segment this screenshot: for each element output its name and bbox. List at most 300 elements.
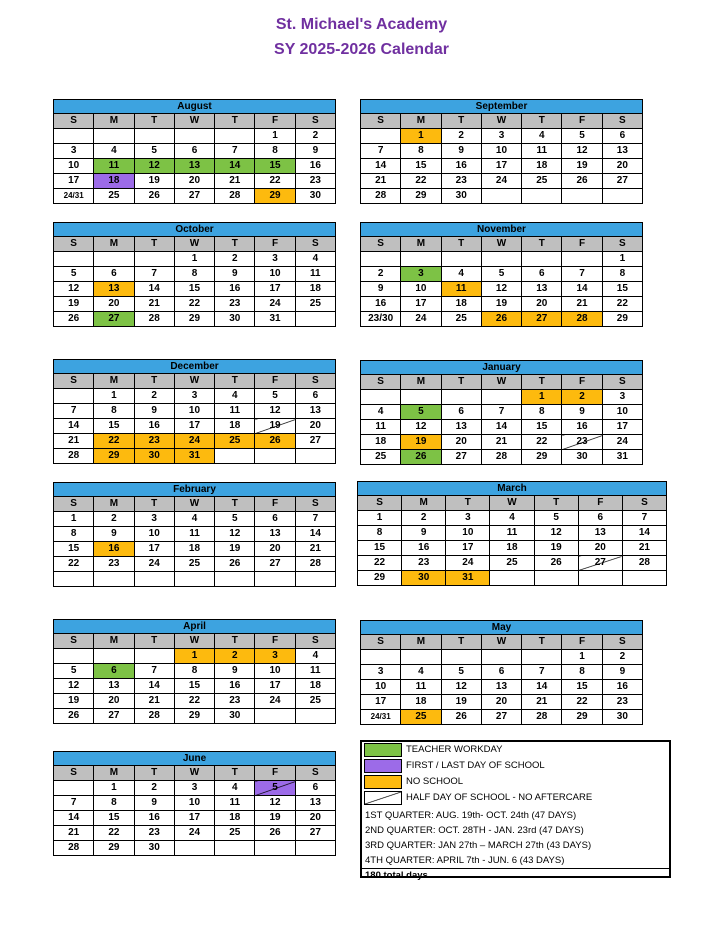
weekday-header: F xyxy=(255,114,295,129)
day-cell: 27 xyxy=(174,189,214,204)
day-cell xyxy=(255,449,295,464)
weekday-header: T xyxy=(534,496,578,511)
day-cell: 3 xyxy=(174,389,214,404)
day-cell xyxy=(54,781,94,796)
total-days: 180 total days xyxy=(362,868,669,882)
day-cell: 6 xyxy=(94,267,134,282)
day-cell: 28 xyxy=(295,557,335,572)
day-cell: 24 xyxy=(255,297,295,312)
weekday-header: S xyxy=(622,496,666,511)
day-cell: 11 xyxy=(295,664,335,679)
month-calendar-april xyxy=(53,619,336,724)
day-cell: 20 xyxy=(94,297,134,312)
weekday-header: M xyxy=(94,114,134,129)
weekday-header: W xyxy=(174,237,214,252)
day-cell: 4 xyxy=(295,252,335,267)
week-row xyxy=(54,129,336,144)
day-cell: 26 xyxy=(134,189,174,204)
day-cell xyxy=(441,390,481,405)
weekday-header: T xyxy=(522,375,562,390)
day-cell: 8 xyxy=(54,527,94,542)
day-cell xyxy=(255,572,295,587)
day-cell: 19 xyxy=(134,174,174,189)
day-cell: 12 xyxy=(255,796,295,811)
weekday-header: T xyxy=(441,635,481,650)
weekday-header: M xyxy=(401,635,441,650)
day-cell: 6 xyxy=(174,144,214,159)
day-cell: 19 xyxy=(441,695,481,710)
week-row xyxy=(54,796,336,811)
day-cell: 6 xyxy=(522,267,562,282)
day-cell: 13 xyxy=(441,420,481,435)
day-cell xyxy=(295,449,335,464)
day-cell: 9 xyxy=(402,526,446,541)
day-cell: 24 xyxy=(481,174,521,189)
day-cell: 31 xyxy=(446,571,490,586)
day-cell: 26 xyxy=(401,450,441,465)
day-cell: 14 xyxy=(622,526,666,541)
day-cell: 3 xyxy=(401,267,441,282)
day-cell: 22 xyxy=(562,695,602,710)
day-cell: 1 xyxy=(54,512,94,527)
day-cell: 11 xyxy=(215,796,255,811)
day-cell: 30 xyxy=(134,841,174,856)
legend-half-day xyxy=(362,790,669,808)
day-cell: 28 xyxy=(134,312,174,327)
day-cell xyxy=(174,129,214,144)
day-cell: 3 xyxy=(134,512,174,527)
week-row xyxy=(54,159,336,174)
month-calendar-june xyxy=(53,751,336,856)
day-cell: 3 xyxy=(602,390,642,405)
day-cell: 2 xyxy=(134,781,174,796)
day-cell: 7 xyxy=(481,405,521,420)
day-cell: 7 xyxy=(134,664,174,679)
day-cell xyxy=(441,252,481,267)
day-cell: 21 xyxy=(481,435,521,450)
day-cell: 24 xyxy=(174,434,214,449)
month-name: September xyxy=(361,100,643,114)
month-name: December xyxy=(54,360,336,374)
day-cell: 26 xyxy=(441,710,481,725)
day-cell: 5 xyxy=(255,389,295,404)
day-cell: 22 xyxy=(54,557,94,572)
week-row xyxy=(361,159,643,174)
day-cell: 14 xyxy=(361,159,401,174)
day-cell: 17 xyxy=(174,419,214,434)
month-calendar-march xyxy=(357,481,667,586)
day-cell: 5 xyxy=(562,129,602,144)
weekday-header: W xyxy=(481,114,521,129)
weekday-header: S xyxy=(602,635,642,650)
day-cell: 19 xyxy=(54,694,94,709)
week-row xyxy=(54,512,336,527)
day-cell: 26 xyxy=(562,174,602,189)
weekday-header: S xyxy=(54,497,94,512)
day-cell: 26 xyxy=(255,826,295,841)
day-cell: 24 xyxy=(401,312,441,327)
week-row xyxy=(54,267,336,282)
day-cell: 8 xyxy=(602,267,642,282)
day-cell: 25 xyxy=(441,312,481,327)
weekday-header: F xyxy=(562,375,602,390)
week-row xyxy=(361,405,643,420)
day-cell: 19 xyxy=(401,435,441,450)
day-cell: 11 xyxy=(490,526,534,541)
day-cell: 8 xyxy=(562,665,602,680)
legend-teacher-workday xyxy=(362,742,669,758)
day-cell: 3 xyxy=(255,649,295,664)
day-cell: 18 xyxy=(215,419,255,434)
day-cell xyxy=(295,841,335,856)
day-cell: 10 xyxy=(174,796,214,811)
day-cell: 22 xyxy=(174,694,214,709)
day-cell: 2 xyxy=(602,650,642,665)
weekday-header: S xyxy=(295,634,335,649)
weekday-header: F xyxy=(255,766,295,781)
day-cell: 30 xyxy=(602,710,642,725)
month-name: October xyxy=(54,223,336,237)
day-cell: 22 xyxy=(602,297,642,312)
day-cell: 7 xyxy=(562,267,602,282)
weekday-header: T xyxy=(134,766,174,781)
day-cell: 9 xyxy=(441,144,481,159)
day-cell: 23 xyxy=(94,557,134,572)
day-cell: 27 xyxy=(522,312,562,327)
day-cell: 19 xyxy=(215,542,255,557)
day-cell: 4 xyxy=(361,405,401,420)
day-cell: 18 xyxy=(174,542,214,557)
day-cell: 12 xyxy=(441,680,481,695)
day-cell: 31 xyxy=(255,312,295,327)
weekday-header: M xyxy=(94,374,134,389)
week-row xyxy=(54,826,336,841)
day-cell xyxy=(54,129,94,144)
weekday-header: S xyxy=(54,766,94,781)
day-cell: 29 xyxy=(255,189,295,204)
day-cell xyxy=(174,841,214,856)
legend xyxy=(360,740,671,881)
day-cell: 25 xyxy=(295,694,335,709)
week-row xyxy=(54,389,336,404)
day-cell: 28 xyxy=(54,841,94,856)
day-cell: 14 xyxy=(522,680,562,695)
day-cell xyxy=(481,650,521,665)
day-cell: 20 xyxy=(295,419,335,434)
weekday-header: S xyxy=(602,114,642,129)
weekday-header: T xyxy=(215,766,255,781)
day-cell: 5 xyxy=(401,405,441,420)
weekday-header: S xyxy=(361,114,401,129)
day-cell: 30 xyxy=(215,709,255,724)
day-cell: 1 xyxy=(562,650,602,665)
legend-label: NO SCHOOL xyxy=(406,776,464,787)
day-cell: 10 xyxy=(602,405,642,420)
day-cell: 9 xyxy=(134,796,174,811)
day-cell: 23 xyxy=(562,435,602,450)
day-cell: 15 xyxy=(358,541,402,556)
day-cell: 18 xyxy=(441,297,481,312)
day-cell: 6 xyxy=(94,664,134,679)
week-row xyxy=(54,649,336,664)
day-cell: 14 xyxy=(481,420,521,435)
day-cell: 17 xyxy=(401,297,441,312)
month-calendar-may xyxy=(360,620,643,725)
month-name: June xyxy=(54,752,336,766)
day-cell: 28 xyxy=(522,710,562,725)
weekday-header: T xyxy=(215,497,255,512)
school-name: St. Michael's Academy xyxy=(275,16,448,33)
day-cell: 2 xyxy=(441,129,481,144)
legend-no-school xyxy=(362,774,669,790)
day-cell: 15 xyxy=(94,419,134,434)
day-cell: 27 xyxy=(602,174,642,189)
day-cell xyxy=(562,252,602,267)
day-cell: 11 xyxy=(215,404,255,419)
day-cell: 2 xyxy=(562,390,602,405)
day-cell: 17 xyxy=(255,679,295,694)
day-cell: 24 xyxy=(446,556,490,571)
day-cell: 14 xyxy=(134,679,174,694)
day-cell: 10 xyxy=(174,404,214,419)
week-row xyxy=(54,694,336,709)
day-cell: 12 xyxy=(481,282,521,297)
day-cell: 11 xyxy=(361,420,401,435)
day-cell: 16 xyxy=(215,282,255,297)
day-cell: 22 xyxy=(358,556,402,571)
day-cell: 28 xyxy=(622,556,666,571)
weekday-header: T xyxy=(215,237,255,252)
day-cell: 9 xyxy=(361,282,401,297)
week-row xyxy=(358,541,667,556)
quarter-1: 1ST QUARTER: AUG. 19th- OCT. 24th (47 DAYS) xyxy=(365,810,577,821)
day-cell: 25 xyxy=(295,297,335,312)
day-cell xyxy=(54,389,94,404)
day-cell xyxy=(54,572,94,587)
day-cell: 10 xyxy=(255,664,295,679)
day-cell: 8 xyxy=(174,267,214,282)
month-calendar-december xyxy=(53,359,336,464)
day-cell: 29 xyxy=(94,449,134,464)
day-cell: 15 xyxy=(401,159,441,174)
day-cell: 14 xyxy=(562,282,602,297)
day-cell xyxy=(215,449,255,464)
week-row xyxy=(361,189,643,204)
day-cell xyxy=(361,390,401,405)
week-row xyxy=(361,129,643,144)
day-cell xyxy=(94,649,134,664)
day-cell: 14 xyxy=(134,282,174,297)
week-row xyxy=(361,252,643,267)
day-cell: 29 xyxy=(174,312,214,327)
day-cell: 28 xyxy=(134,709,174,724)
week-row xyxy=(54,312,336,327)
week-row xyxy=(361,450,643,465)
day-cell xyxy=(134,252,174,267)
week-row xyxy=(361,650,643,665)
day-cell: 3 xyxy=(255,252,295,267)
day-cell: 29 xyxy=(358,571,402,586)
day-cell: 29 xyxy=(94,841,134,856)
day-cell xyxy=(481,390,521,405)
day-cell: 13 xyxy=(481,680,521,695)
day-cell: 11 xyxy=(522,144,562,159)
day-cell xyxy=(534,571,578,586)
day-cell: 12 xyxy=(562,144,602,159)
day-cell: 17 xyxy=(174,811,214,826)
day-cell: 24/31 xyxy=(361,710,401,725)
day-cell: 29 xyxy=(174,709,214,724)
day-cell: 13 xyxy=(94,679,134,694)
day-cell: 10 xyxy=(134,527,174,542)
day-cell: 17 xyxy=(446,541,490,556)
day-cell: 8 xyxy=(522,405,562,420)
day-cell: 8 xyxy=(94,796,134,811)
day-cell: 23 xyxy=(441,174,481,189)
day-cell: 26 xyxy=(255,434,295,449)
day-cell: 3 xyxy=(54,144,94,159)
day-cell: 11 xyxy=(94,159,134,174)
day-cell: 14 xyxy=(215,159,255,174)
weekday-header: T xyxy=(134,237,174,252)
diagonal-line-swatch xyxy=(364,791,402,805)
weekday-header: T xyxy=(446,496,490,511)
day-cell: 12 xyxy=(401,420,441,435)
day-cell: 25 xyxy=(401,710,441,725)
weekday-header: F xyxy=(578,496,622,511)
week-row xyxy=(361,665,643,680)
day-cell: 27 xyxy=(481,710,521,725)
day-cell: 16 xyxy=(361,297,401,312)
day-cell: 2 xyxy=(295,129,335,144)
day-cell: 5 xyxy=(481,267,521,282)
day-cell xyxy=(522,189,562,204)
day-cell: 18 xyxy=(361,435,401,450)
day-cell xyxy=(295,312,335,327)
day-cell: 18 xyxy=(215,811,255,826)
day-cell: 15 xyxy=(94,811,134,826)
weekday-header: T xyxy=(215,374,255,389)
week-row xyxy=(54,841,336,856)
week-row xyxy=(54,189,336,204)
day-cell: 7 xyxy=(134,267,174,282)
day-cell: 25 xyxy=(490,556,534,571)
day-cell: 9 xyxy=(134,404,174,419)
day-cell: 3 xyxy=(481,129,521,144)
legend-label: HALF DAY OF SCHOOL - NO AFTERCARE xyxy=(406,792,593,803)
day-cell: 10 xyxy=(446,526,490,541)
legend-label: TEACHER WORKDAY xyxy=(406,744,503,755)
weekday-header: S xyxy=(602,375,642,390)
day-cell: 25 xyxy=(361,450,401,465)
weekday-header: W xyxy=(174,497,214,512)
day-cell: 8 xyxy=(255,144,295,159)
day-cell: 19 xyxy=(481,297,521,312)
week-row xyxy=(54,572,336,587)
day-cell: 7 xyxy=(522,665,562,680)
weekday-header: T xyxy=(134,374,174,389)
weekday-header: T xyxy=(441,375,481,390)
week-row xyxy=(54,419,336,434)
day-cell: 4 xyxy=(215,781,255,796)
day-cell: 24/31 xyxy=(54,189,94,204)
day-cell: 5 xyxy=(54,267,94,282)
day-cell: 16 xyxy=(562,420,602,435)
day-cell: 20 xyxy=(94,694,134,709)
day-cell: 28 xyxy=(481,450,521,465)
weekday-header: W xyxy=(481,375,521,390)
day-cell: 11 xyxy=(174,527,214,542)
week-row xyxy=(361,312,643,327)
day-cell: 16 xyxy=(402,541,446,556)
day-cell: 27 xyxy=(295,434,335,449)
day-cell xyxy=(361,650,401,665)
week-row xyxy=(54,297,336,312)
day-cell: 24 xyxy=(255,694,295,709)
day-cell: 5 xyxy=(255,781,295,796)
day-cell: 10 xyxy=(401,282,441,297)
day-cell xyxy=(490,571,534,586)
day-cell xyxy=(174,572,214,587)
month-calendar-october xyxy=(53,222,336,327)
day-cell: 6 xyxy=(295,781,335,796)
weekday-header: F xyxy=(255,374,295,389)
week-row xyxy=(361,282,643,297)
day-cell: 15 xyxy=(255,159,295,174)
day-cell xyxy=(441,650,481,665)
day-cell: 21 xyxy=(54,826,94,841)
week-row xyxy=(54,811,336,826)
day-cell: 25 xyxy=(174,557,214,572)
day-cell: 21 xyxy=(134,694,174,709)
day-cell: 30 xyxy=(134,449,174,464)
day-cell: 12 xyxy=(255,404,295,419)
day-cell: 20 xyxy=(578,541,622,556)
day-cell: 28 xyxy=(361,189,401,204)
weekday-header: S xyxy=(54,114,94,129)
day-cell: 21 xyxy=(54,434,94,449)
weekday-header: W xyxy=(174,374,214,389)
weekday-header: T xyxy=(134,114,174,129)
day-cell: 29 xyxy=(562,710,602,725)
weekday-header: S xyxy=(295,497,335,512)
day-cell: 30 xyxy=(441,189,481,204)
day-cell: 15 xyxy=(602,282,642,297)
day-cell: 2 xyxy=(94,512,134,527)
weekday-header: F xyxy=(255,237,295,252)
week-row xyxy=(361,297,643,312)
day-cell xyxy=(134,129,174,144)
day-cell: 26 xyxy=(54,709,94,724)
day-cell: 21 xyxy=(522,695,562,710)
day-cell: 31 xyxy=(174,449,214,464)
day-cell: 6 xyxy=(602,129,642,144)
day-cell: 23 xyxy=(602,695,642,710)
month-name: August xyxy=(54,100,336,114)
day-cell: 5 xyxy=(534,511,578,526)
week-row xyxy=(54,781,336,796)
quarter-2: 2ND QUARTER: OCT. 28TH - JAN. 23rd (47 DAYS) xyxy=(365,825,584,836)
day-cell: 20 xyxy=(255,542,295,557)
day-cell: 10 xyxy=(361,680,401,695)
day-cell: 1 xyxy=(255,129,295,144)
weekday-header: F xyxy=(562,237,602,252)
weekday-header: T xyxy=(215,634,255,649)
weekday-header: W xyxy=(174,766,214,781)
day-cell: 7 xyxy=(361,144,401,159)
day-cell: 17 xyxy=(361,695,401,710)
week-row xyxy=(361,680,643,695)
